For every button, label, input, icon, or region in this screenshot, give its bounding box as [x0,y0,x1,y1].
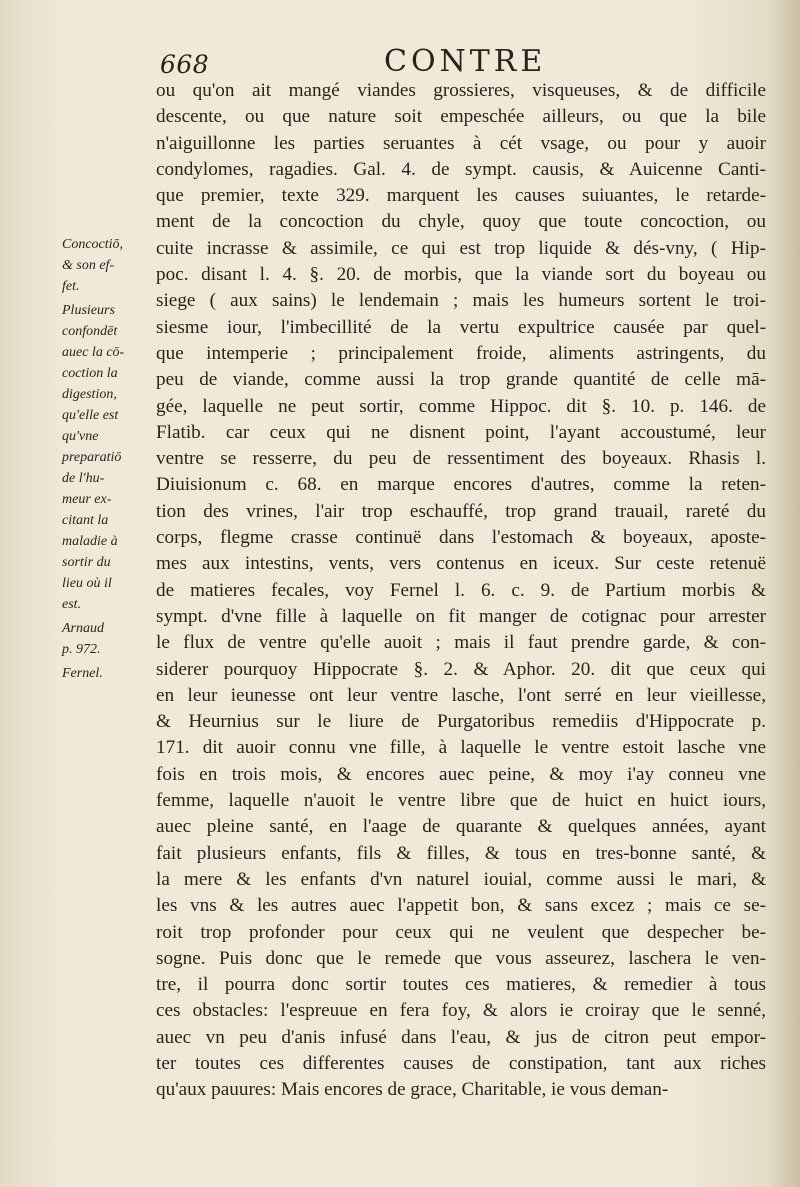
text-line: de matieres fecales, voy Fernel l. 6. c. 9. de Partium morbis & [156,579,766,601]
text-line: ter toutes ces differentes causes de constipation, tant aux riches [156,1052,766,1074]
text-line: la mere & les enfants d'vn naturel iouial, comme aussi le mari, & [156,868,766,890]
margin-note-line: & son ef- [62,258,115,273]
text-line: qu'aux pauures: Mais encores de grace, Charitable, ie vous deman- [156,1079,669,1101]
text-line: poc. disant l. 4. §. 20. de morbis, que la viande sort du boyeau ou [156,264,766,286]
text-line: sympt. d'vne fille à laquelle on fit manger de cotignac pour arrester [156,605,766,627]
text-line: mes aux intestins, vents, vers contenus en iceux. Sur ceste retenuë [156,553,766,575]
margin-note-line: maladie à [62,534,118,549]
body-text [156,78,766,1104]
margin-note-line: de l'hu- [62,471,105,486]
text-line: ces obstacles: l'espreuue en fera foy, & alors ie croiray que le senné, [156,1000,766,1022]
text-line: peu de viande, comme aussi la trop grande quantité de celle mā- [156,369,766,391]
margin-note-plusieurs [62,300,154,615]
margin-notes [62,234,154,687]
margin-note-line: qu'elle est [62,408,119,423]
margin-note-line: Plusieurs [62,303,115,318]
text-line: tre, il pourra donc sortir toutes ces matieres, & remedier à tous [156,974,766,996]
margin-note-line: est. [62,597,82,612]
text-line: que intemperie ; principalement froide, aliments astringents, du [156,342,766,364]
text-line: le flux de ventre qu'elle auoit ; mais il faut prendre garde, & con- [156,632,766,654]
margin-note-concoction [62,234,154,297]
text-line: & Heurnius sur le liure de Purgatoribus remediis d'Hippocrate p. [156,711,766,733]
text-line: gée, laquelle ne peut sortir, comme Hippoc. dit §. 10. p. 146. de [156,395,766,417]
margin-note-line: Concoctiō, [62,237,124,252]
running-head: CONTRE [384,44,547,79]
margin-note-line: fet. [62,279,80,294]
margin-note-arnaud [62,618,154,660]
text-line: tion des vrines, l'air trop eschauffé, trop grand trauail, rareté du [156,500,766,522]
margin-note-line: auec la cō- [62,345,125,360]
margin-note-line: coction la [62,366,118,381]
margin-note-line: confondēt [62,324,118,339]
text-line: cuite incrasse & assimile, ce qui est trop liquide & dés-vny, ( Hip- [156,237,766,259]
margin-note-line: p. 972. [62,642,101,657]
text-line: femme, laquelle n'auoit le ventre libre que de huict en huict iours, [156,790,766,812]
text-line: siderer pourquoy Hippocrate §. 2. & Aphor. 20. dit que ceux qui [156,658,766,680]
text-line: condylomes, ragadies. Gal. 4. de sympt. causis, & Auicenne Canti- [156,158,766,180]
text-line: Flatib. car ceux qui ne disnent point, l'ayant accoustumé, leur [156,421,766,443]
margin-note-line: citant la [62,513,109,528]
text-line: que premier, texte 329. marquent les causes suiuantes, le retarde- [156,185,766,207]
margin-note-line: preparatiō [62,450,122,465]
text-line: siege ( aux sains) le lendemain ; mais les humeurs sortent le troi- [156,290,766,312]
text-line: 171. dit auoir connu vne fille, à laquelle le ventre estoit lasche vne [156,737,766,759]
text-line: corps, flegme crasse continuë dans l'estomach & boyeaux, aposte- [156,527,766,549]
margin-note-line: Arnaud [62,621,104,636]
margin-note-line: Fernel. [62,666,103,681]
margin-note-line: sortir du [62,555,111,570]
margin-note-line: qu'vne [62,429,99,444]
text-line: n'aiguillonne les parties seruantes à cét vsage, ou pour y auoir [156,132,766,154]
page-number: 668 [160,50,210,79]
text-line: fois en trois mois, & encores auec peine, & moy i'ay conneu vne [156,763,766,785]
margin-note-line: meur ex- [62,492,112,507]
text-line: auec pleine santé, en l'aage de quarante & quelques années, ayant [156,816,766,838]
margin-note-fernel [62,663,154,684]
text-line: ment de la concoction du chyle, quoy que toute concoction, ou [156,211,766,233]
text-line: sogne. Puis donc que le remede que vous asseurez, laschera le ven- [156,947,766,969]
text-line: ou qu'on ait mangé viandes grossieres, visqueuses, & de difficile [156,80,766,101]
text-line: ventre se resserre, du peu de ressentiment des boyeaux. Rhasis l. [156,448,766,470]
text-line: descente, ou que nature soit empeschée ailleurs, ou que la bile [156,106,766,128]
margin-note-line: digestion, [62,387,117,402]
text-line: fait plusieurs enfants, fils & filles, & tous en tres-bonne santé, & [156,842,766,864]
text-line: auec vn peu d'anis infusé dans l'eau, & jus de citron peut empor- [156,1026,766,1048]
margin-note-line: lieu où il [62,576,112,591]
text-line: Diuisionum c. 68. en marque encores d'autres, comme la reten- [156,474,766,496]
text-line: en leur ieunesse ont leur ventre lasche, l'ont serré en leur vieillesse, [156,684,766,706]
text-line: les vns & les autres auec l'appetit bon, & sans excez ; mais ce se- [156,895,766,917]
text-line: roit trop profonder pour ceux qui ne veulent que despecher be- [156,921,766,943]
text-line: siesme iour, l'imbecillité de la vertu expultrice causée par quel- [156,316,766,338]
